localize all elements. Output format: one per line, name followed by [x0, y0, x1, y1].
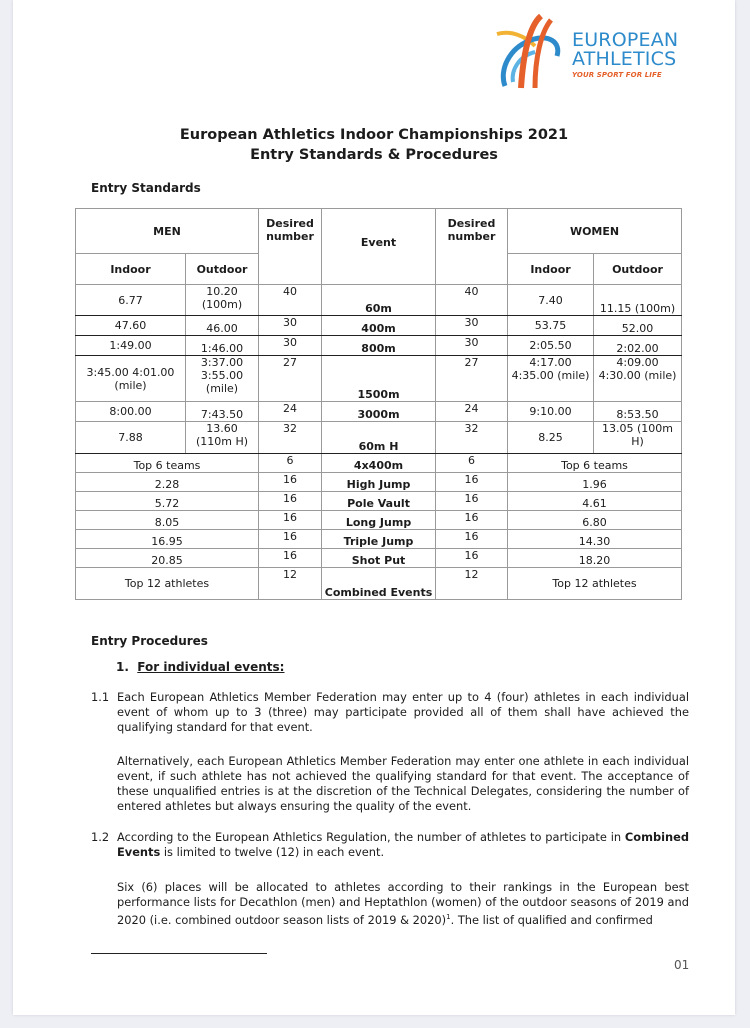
men-header: MEN [76, 209, 259, 254]
men-desired-number-header: Desired number [259, 209, 322, 285]
men-desired-cell: 6 [259, 454, 322, 473]
logo-tagline: YOUR SPORT FOR LIFE [572, 71, 662, 79]
women-desired-cell: 16 [436, 549, 508, 568]
women-desired-cell: 16 [436, 530, 508, 549]
footnote-divider [91, 953, 267, 954]
event-cell: 800m [322, 336, 436, 356]
women-indoor-cell: 7.40 [508, 285, 594, 316]
table-row [76, 454, 682, 473]
women-desired-cell: 12 [436, 568, 508, 600]
men-indoor-cell: 1:49.00 [76, 336, 186, 356]
men-indoor-cell: 47.60 [76, 316, 186, 336]
men-indoor-cell: 3:45.00 4:01.00 (mile) [76, 356, 186, 402]
women-outdoor-cell: 13.05 (100m H) [594, 422, 682, 454]
clause-1-2-text [117, 830, 689, 860]
entry-standards-table [75, 208, 682, 600]
women-desired-cell: 16 [436, 492, 508, 511]
title-line-2: Entry Standards & Procedures [250, 147, 498, 163]
event-cell: 60m H [322, 422, 436, 454]
men-desired-cell: 16 [259, 473, 322, 492]
event-cell: 400m [322, 316, 436, 336]
women-standard-cell: 6.80 [508, 511, 682, 530]
clause-1-1-alternative-text: Alternatively, each European Athletics Member Federation may enter one athlete in each individual event, if such athlete has not achieved the qualifying standard for that event. The acceptance of these unqualified entries is at the discretion of the Technical Delegates, considering the number of entered athletes but always ensuring the quality of the event. [117, 754, 689, 813]
event-cell: Triple Jump [322, 530, 436, 549]
men-outdoor-header: Outdoor [186, 254, 259, 285]
event-cell: Combined Events [322, 568, 436, 600]
women-desired-cell: 16 [436, 511, 508, 530]
document-title [13, 125, 735, 165]
event-cell: 60m [322, 285, 436, 316]
women-desired-cell: 24 [436, 402, 508, 422]
women-standard-cell: 18.20 [508, 549, 682, 568]
women-indoor-cell: 4:17.00 4:35.00 (mile) [508, 356, 594, 402]
document-page [13, 0, 735, 1015]
men-desired-cell: 40 [259, 285, 322, 316]
men-desired-cell: 16 [259, 492, 322, 511]
women-standard-cell: Top 12 athletes [508, 568, 682, 600]
women-outdoor-header: Outdoor [594, 254, 682, 285]
event-cell: Long Jump [322, 511, 436, 530]
men-desired-cell: 30 [259, 316, 322, 336]
men-standard-cell: Top 12 athletes [76, 568, 259, 600]
women-standard-cell: Top 6 teams [508, 454, 682, 473]
table-row [76, 316, 682, 336]
logo-text-european: EUROPEAN [572, 29, 679, 51]
table-row [76, 492, 682, 511]
title-line-1: European Athletics Indoor Championships 2021 [179, 127, 569, 143]
women-desired-cell: 30 [436, 316, 508, 336]
men-desired-cell: 24 [259, 402, 322, 422]
women-desired-cell: 16 [436, 473, 508, 492]
clause-1-1-number: 1.1 [91, 690, 110, 704]
men-desired-cell: 16 [259, 549, 322, 568]
women-indoor-cell: 9:10.00 [508, 402, 594, 422]
men-indoor-header: Indoor [76, 254, 186, 285]
men-indoor-cell: 8:00.00 [76, 402, 186, 422]
entry-procedures-heading: Entry Procedures [91, 634, 208, 648]
event-cell: 4x400m [322, 454, 436, 473]
event-cell: Pole Vault [322, 492, 436, 511]
clause-1-2-text-before: According to the European Athletics Regulation, the number of athletes to participate in [117, 830, 625, 844]
men-desired-cell: 12 [259, 568, 322, 600]
clause-1-1-text: Each European Athletics Member Federation may enter up to 4 (four) athletes in each individual event of whom up to 3 (three) may participate provided all of them shall have achieved the qualifying standard for that event. [117, 690, 689, 734]
section-1-heading [116, 660, 284, 675]
section-1-title: For individual events: [137, 660, 285, 674]
logo-emblem-icon [491, 12, 571, 92]
women-indoor-cell: 8.25 [508, 422, 594, 454]
table-row [76, 285, 682, 316]
table-row [76, 402, 682, 422]
footnote-marker[interactable]: 1 [446, 913, 451, 921]
men-outdoor-cell: 13.60 (110m H) [186, 422, 259, 454]
women-desired-cell: 27 [436, 356, 508, 402]
women-indoor-cell: 53.75 [508, 316, 594, 336]
women-outdoor-cell: 52.00 [594, 316, 682, 336]
event-cell: 1500m [322, 356, 436, 402]
event-cell: 3000m [322, 402, 436, 422]
women-standard-cell: 14.30 [508, 530, 682, 549]
men-standard-cell: 16.95 [76, 530, 259, 549]
women-indoor-cell: 2:05.50 [508, 336, 594, 356]
men-outdoor-cell: 3:37.00 3:55.00 (mile) [186, 356, 259, 402]
men-outdoor-cell: 7:43.50 [186, 402, 259, 422]
men-desired-cell: 16 [259, 530, 322, 549]
men-indoor-cell: 6.77 [76, 285, 186, 316]
clause-1-2-number: 1.2 [91, 830, 110, 844]
allocation-text-after: . The list of qualified and confirmed [450, 912, 653, 927]
women-desired-number-header: Desired number [436, 209, 508, 285]
women-indoor-header: Indoor [508, 254, 594, 285]
men-desired-cell: 30 [259, 336, 322, 356]
table-row [76, 473, 682, 492]
men-standard-cell: 2.28 [76, 473, 259, 492]
women-outdoor-cell: 4:09.00 4:30.00 (mile) [594, 356, 682, 402]
women-desired-cell: 32 [436, 422, 508, 454]
men-desired-cell: 32 [259, 422, 322, 454]
women-standard-cell: 4.61 [508, 492, 682, 511]
table-row [76, 549, 682, 568]
men-indoor-cell: 7.88 [76, 422, 186, 454]
women-desired-cell: 40 [436, 285, 508, 316]
allocation-text: Six (6) places will be allocated to athletes according to their rankings in the European best performance lists for Decathlon (men) and Heptathlon (women) of the outdoor seasons of 2019 and 2020 (i.e. combined outdoor season lists of 2019 & 2020) [117, 880, 689, 927]
men-standard-cell: 5.72 [76, 492, 259, 511]
entry-standards-heading: Entry Standards [91, 181, 201, 195]
women-outdoor-cell: 2:02.00 [594, 336, 682, 356]
men-standard-cell: 20.85 [76, 549, 259, 568]
table-row [76, 356, 682, 402]
men-desired-cell: 16 [259, 511, 322, 530]
women-desired-cell: 6 [436, 454, 508, 473]
men-standard-cell: 8.05 [76, 511, 259, 530]
table-row [76, 511, 682, 530]
section-1-number: 1. [116, 660, 129, 674]
clause-1-2-bold: Combined Events [117, 830, 689, 859]
women-outdoor-cell: 11.15 (100m) [594, 285, 682, 316]
event-header: Event [322, 209, 436, 285]
men-outdoor-cell: 10.20 (100m) [186, 285, 259, 316]
men-desired-cell: 27 [259, 356, 322, 402]
men-outdoor-cell: 46.00 [186, 316, 259, 336]
men-standard-cell: Top 6 teams [76, 454, 259, 473]
women-desired-cell: 30 [436, 336, 508, 356]
table-row [76, 422, 682, 454]
european-athletics-logo [491, 12, 701, 92]
clause-1-2-text-after: is limited to twelve (12) in each event. [160, 845, 385, 859]
event-cell: High Jump [322, 473, 436, 492]
men-outdoor-cell: 1:46.00 [186, 336, 259, 356]
page-number: 01 [674, 958, 690, 972]
logo-text-athletics: ATHLETICS [572, 48, 677, 70]
table-row [76, 530, 682, 549]
women-outdoor-cell: 8:53.50 [594, 402, 682, 422]
event-cell: Shot Put [322, 549, 436, 568]
women-standard-cell: 1.96 [508, 473, 682, 492]
women-header: WOMEN [508, 209, 682, 254]
clause-1-2-allocation-text [117, 880, 689, 928]
table-row [76, 336, 682, 356]
table-row [76, 568, 682, 600]
